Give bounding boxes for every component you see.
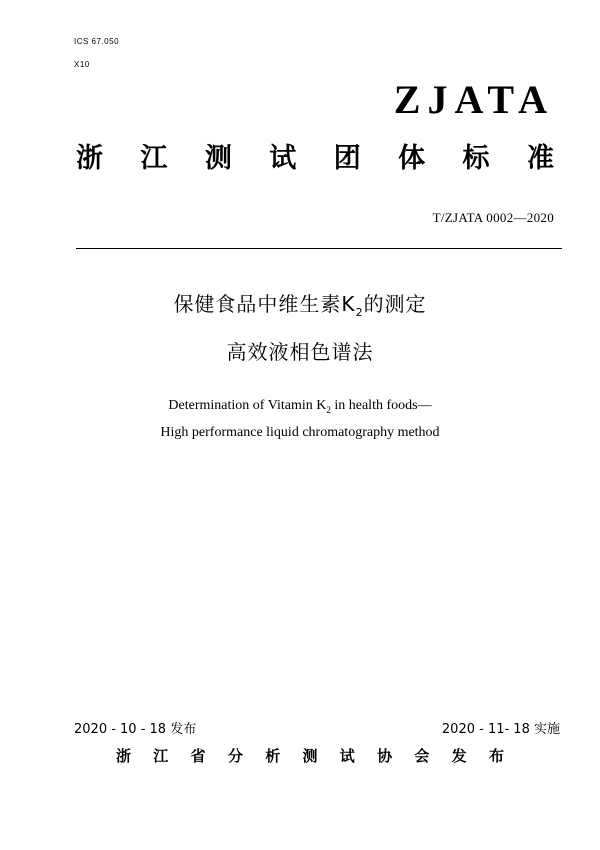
standard-type-char: 体 xyxy=(398,143,426,174)
standard-type-char: 团 xyxy=(333,143,361,174)
issue-date: 2020 - 10 - 18 发布 xyxy=(74,722,197,737)
header-divider xyxy=(76,248,562,249)
title-cn-subscript: 2 xyxy=(355,306,364,319)
title-en-line1-suffix: in health foods— xyxy=(330,398,432,413)
title-cn-line1-prefix: 保健食品中维生素K xyxy=(173,292,356,316)
title-en-subscript: 2 xyxy=(326,404,331,415)
implementation-date: 2020 - 11- 18 实施 xyxy=(441,722,560,737)
standard-type-char: 测 xyxy=(204,143,232,174)
publisher-char: 发 xyxy=(451,747,467,765)
standard-type-char: 江 xyxy=(140,143,168,174)
publisher-char: 浙 xyxy=(116,747,132,765)
clc-code: X10 xyxy=(74,60,90,69)
standard-type-char: 浙 xyxy=(76,143,103,174)
org-logo: ZJATA xyxy=(393,77,554,122)
standard-type-char: 准 xyxy=(526,143,554,174)
standard-type-char: 试 xyxy=(269,143,297,174)
title-cn-line2: 高效液相色谱法 xyxy=(226,340,374,364)
publisher-char: 江 xyxy=(153,747,169,765)
standard-type xyxy=(76,136,554,175)
publisher-char: 试 xyxy=(339,747,355,765)
publisher-char: 布 xyxy=(488,747,504,765)
title-cn-line1 xyxy=(0,288,600,319)
standard-number: T/ZJATA 0002—2020 xyxy=(432,210,554,225)
title-cn-line1-suffix: 的测定 xyxy=(363,292,427,316)
title-en-line2: High performance liquid chromatography method xyxy=(160,425,440,440)
publisher-char: 省 xyxy=(190,747,206,765)
publisher-char: 会 xyxy=(414,747,430,765)
publisher xyxy=(116,745,504,766)
ics-code: ICS 67.050 xyxy=(74,37,120,46)
standard-type-char: 标 xyxy=(462,143,490,174)
publisher-char: 协 xyxy=(377,747,393,765)
title-en-line1-prefix: Determination of Vitamin K xyxy=(168,398,327,413)
title-en-line1 xyxy=(0,398,600,415)
publisher-char: 分 xyxy=(227,747,243,765)
publisher-char: 析 xyxy=(265,747,281,765)
publisher-char: 测 xyxy=(302,747,318,765)
